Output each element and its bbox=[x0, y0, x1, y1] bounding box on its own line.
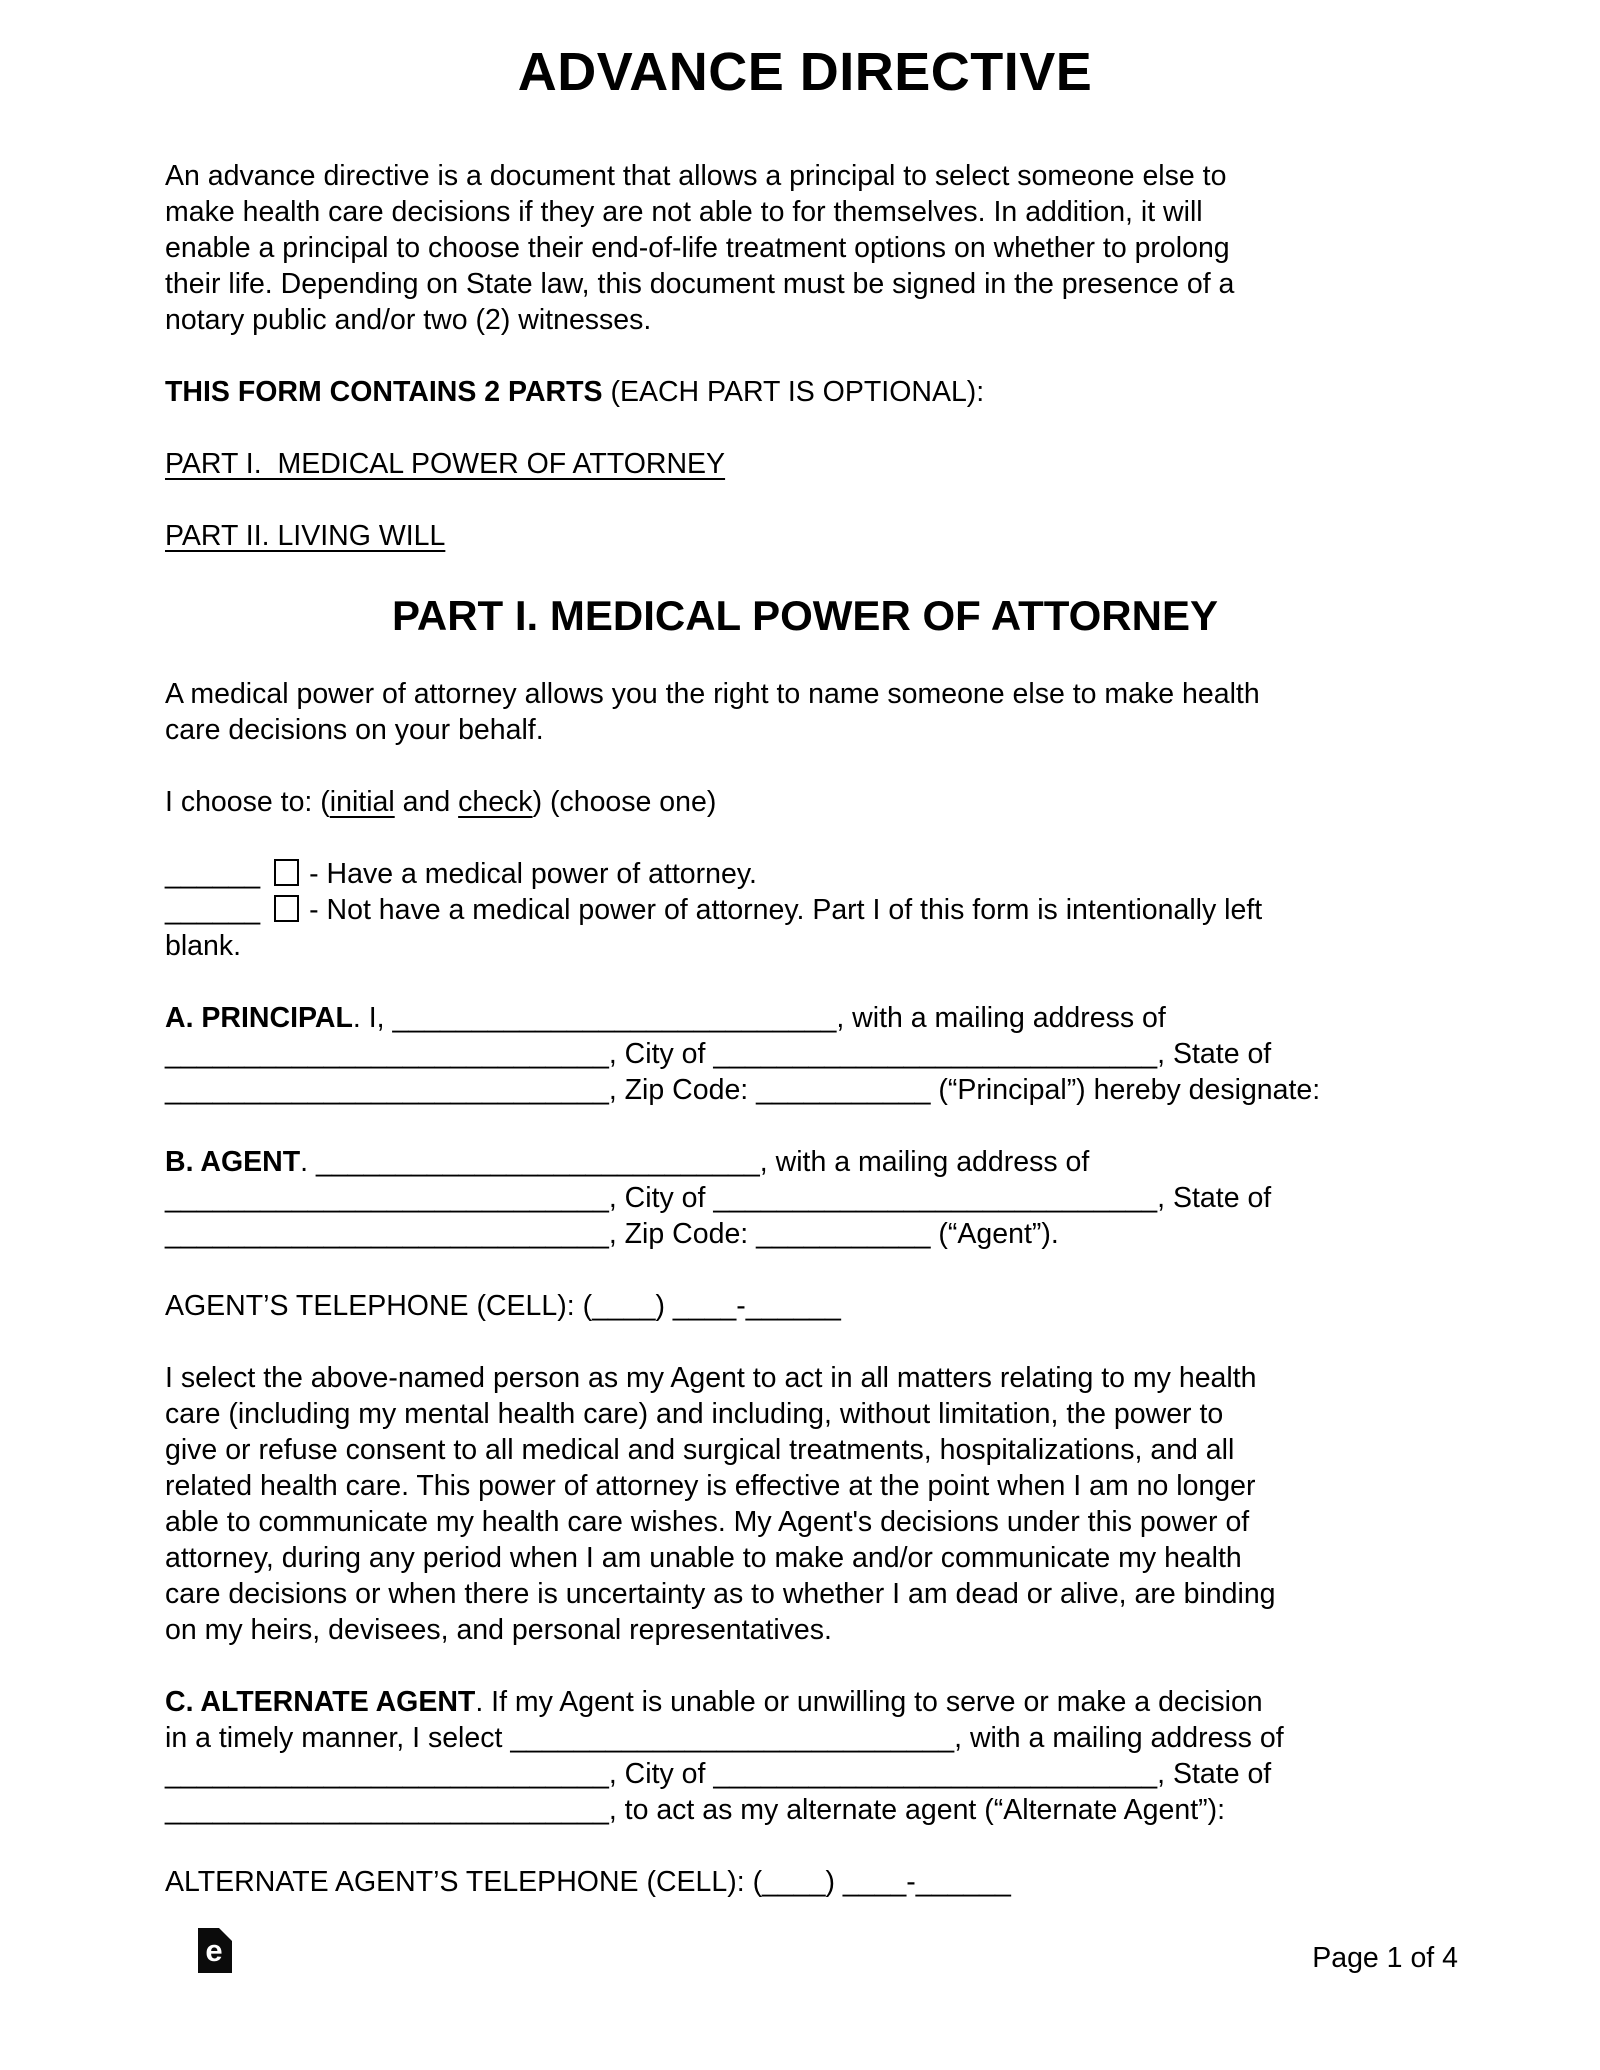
choose-check-word: check bbox=[458, 786, 533, 818]
alternate-line4-text: , to act as my alternate agent (“Alternate Agent”): bbox=[608, 1794, 1226, 1826]
principal-city-label: , City of bbox=[608, 1038, 714, 1070]
option-not-have-mpoa bbox=[165, 892, 1445, 928]
agent-phone-blank[interactable]: (____) ____-______ bbox=[582, 1290, 841, 1322]
text-line: enable a principal to choose their end-of-life treatment options on whether to prolong bbox=[165, 232, 1230, 264]
agent-section bbox=[165, 1144, 1445, 1252]
text-line: An advance directive is a document that allows a principal to select someone else to bbox=[165, 160, 1227, 192]
option1-initials-blank[interactable]: ______ bbox=[165, 858, 261, 890]
principal-line1-text: , with a mailing address of bbox=[836, 1002, 1166, 1034]
text-line: care decisions or when there is uncertainty as to whether I am dead or alive, are binding bbox=[165, 1578, 1276, 1610]
alternate-city-label: , City of bbox=[608, 1758, 714, 1790]
intro-paragraph bbox=[165, 158, 1445, 338]
agent-phone-line bbox=[165, 1288, 1445, 1324]
part1-link-line bbox=[165, 446, 1445, 482]
alternate-agent-section bbox=[165, 1684, 1445, 1828]
page-number-label: Page 1 of 4 bbox=[1312, 1942, 1458, 1974]
agent-phone-label: AGENT’S TELEPHONE (CELL): bbox=[165, 1290, 583, 1322]
document-title: ADVANCE DIRECTIVE bbox=[517, 42, 1093, 102]
text-line: their life. Depending on State law, this document must be signed in the presence of a bbox=[165, 268, 1235, 300]
eforms-logo bbox=[198, 1928, 232, 1973]
choose-and-word: and bbox=[394, 786, 459, 818]
choose-prefix: I choose to: ( bbox=[165, 786, 330, 818]
text-line: notary public and/or two (2) witnesses. bbox=[165, 304, 652, 336]
agent-line3-text: (“Agent”). bbox=[930, 1218, 1059, 1250]
alternate-phone-line bbox=[165, 1864, 1445, 1900]
choose-suffix: ) (choose one) bbox=[532, 786, 717, 818]
text-line: care (including my mental health care) and including, without limitation, the power to bbox=[165, 1398, 1224, 1430]
agent-name-blank[interactable]: ____________________________ bbox=[315, 1146, 760, 1178]
principal-lead-text: . I, bbox=[352, 1002, 393, 1034]
text-line: make health care decisions if they are not able to for themselves. In addition, it will bbox=[165, 196, 1203, 228]
agent-label: B. AGENT bbox=[165, 1146, 301, 1178]
principal-label: A. PRINCIPAL bbox=[165, 1002, 353, 1034]
principal-line2-text: , State of bbox=[1157, 1038, 1272, 1070]
text-line: give or refuse consent to all medical and surgical treatments, hospitalizations, and all bbox=[165, 1434, 1235, 1466]
text-line: A medical power of attorney allows you the right to name someone else to make health bbox=[165, 678, 1260, 710]
logo-letter: e bbox=[205, 1933, 223, 1968]
parts-notice-bold: THIS FORM CONTAINS 2 PARTS bbox=[165, 376, 603, 408]
principal-zip-label: , Zip Code: bbox=[608, 1074, 757, 1106]
agent-authority-paragraph bbox=[165, 1360, 1445, 1648]
principal-section bbox=[165, 1000, 1445, 1108]
principal-line3-text: (“Principal”) hereby designate: bbox=[930, 1074, 1321, 1106]
alternate-state-blank[interactable]: ____________________________ bbox=[165, 1794, 609, 1826]
alternate-line1-text: . If my Agent is unable or unwilling to serve or make a decision bbox=[475, 1686, 1263, 1718]
text-line: able to communicate my health care wishes. My Agent's decisions under this power of bbox=[165, 1506, 1250, 1538]
principal-address-blank[interactable]: ____________________________ bbox=[165, 1038, 609, 1070]
alternate-address-blank[interactable]: ____________________________ bbox=[165, 1758, 609, 1790]
agent-city-blank[interactable]: ____________________________ bbox=[713, 1182, 1158, 1214]
text-line: attorney, during any period when I am unable to make and/or communicate my health bbox=[165, 1542, 1242, 1574]
text-line: on my heirs, devisees, and personal representatives. bbox=[165, 1614, 832, 1646]
choice-options bbox=[165, 856, 1445, 964]
agent-line2-text: , State of bbox=[1157, 1182, 1272, 1214]
alternate-agent-label: C. ALTERNATE AGENT bbox=[165, 1686, 476, 1718]
option-have-mpoa bbox=[165, 856, 1445, 892]
principal-zip-blank[interactable]: ___________ bbox=[756, 1074, 931, 1106]
alternate-line3-text: , State of bbox=[1157, 1758, 1272, 1790]
agent-zip-label: , Zip Code: bbox=[608, 1218, 757, 1250]
agent-lead-text: . bbox=[300, 1146, 316, 1178]
option2-label-continuation: blank. bbox=[165, 930, 242, 962]
checkbox-icon[interactable] bbox=[274, 859, 299, 886]
agent-city-label: , City of bbox=[608, 1182, 714, 1214]
alternate-phone-label: ALTERNATE AGENT’S TELEPHONE (CELL): bbox=[165, 1866, 753, 1898]
agent-line1-text: , with a mailing address of bbox=[759, 1146, 1090, 1178]
principal-name-blank[interactable]: ____________________________ bbox=[392, 1002, 837, 1034]
text-line: I select the above-named person as my Agent to act in all matters relating to my health bbox=[165, 1362, 1257, 1394]
agent-state-blank[interactable]: ____________________________ bbox=[165, 1218, 609, 1250]
text-line: care decisions on your behalf. bbox=[165, 714, 544, 746]
choose-line bbox=[165, 784, 1445, 820]
checkbox-icon[interactable] bbox=[274, 895, 299, 922]
option1-label: - Have a medical power of attorney. bbox=[309, 858, 757, 890]
option2-label: - Not have a medical power of attorney. Part I of this form is intentionally left bbox=[309, 894, 1263, 926]
principal-city-blank[interactable]: ____________________________ bbox=[713, 1038, 1158, 1070]
mpoa-intro-paragraph bbox=[165, 676, 1445, 748]
alternate-name-blank[interactable]: ____________________________ bbox=[510, 1722, 955, 1754]
part1-heading: PART I. MEDICAL POWER OF ATTORNEY bbox=[391, 592, 1218, 639]
document-fold-icon bbox=[198, 1928, 232, 1973]
parts-notice bbox=[165, 374, 1445, 410]
option2-initials-blank[interactable]: ______ bbox=[165, 894, 261, 926]
alternate-line2-text: , with a mailing address of bbox=[954, 1722, 1284, 1754]
principal-state-blank[interactable]: ____________________________ bbox=[165, 1074, 609, 1106]
text-line: related health care. This power of attorney is effective at the point when I am no longer bbox=[165, 1470, 1256, 1502]
alternate-city-blank[interactable]: ____________________________ bbox=[713, 1758, 1158, 1790]
parts-notice-rest: (EACH PART IS OPTIONAL): bbox=[602, 376, 985, 408]
agent-zip-blank[interactable]: ___________ bbox=[756, 1218, 931, 1250]
part2-link[interactable]: PART II. LIVING WILL bbox=[165, 520, 446, 552]
choose-initial-word: initial bbox=[329, 786, 395, 818]
agent-address-blank[interactable]: ____________________________ bbox=[165, 1182, 609, 1214]
alternate-phone-blank[interactable]: (____) ____-______ bbox=[752, 1866, 1011, 1898]
part1-link[interactable]: PART I. MEDICAL POWER OF ATTORNEY bbox=[165, 448, 726, 480]
part2-link-line bbox=[165, 518, 1445, 554]
alternate-line2-prefix: in a timely manner, I select bbox=[165, 1722, 511, 1754]
